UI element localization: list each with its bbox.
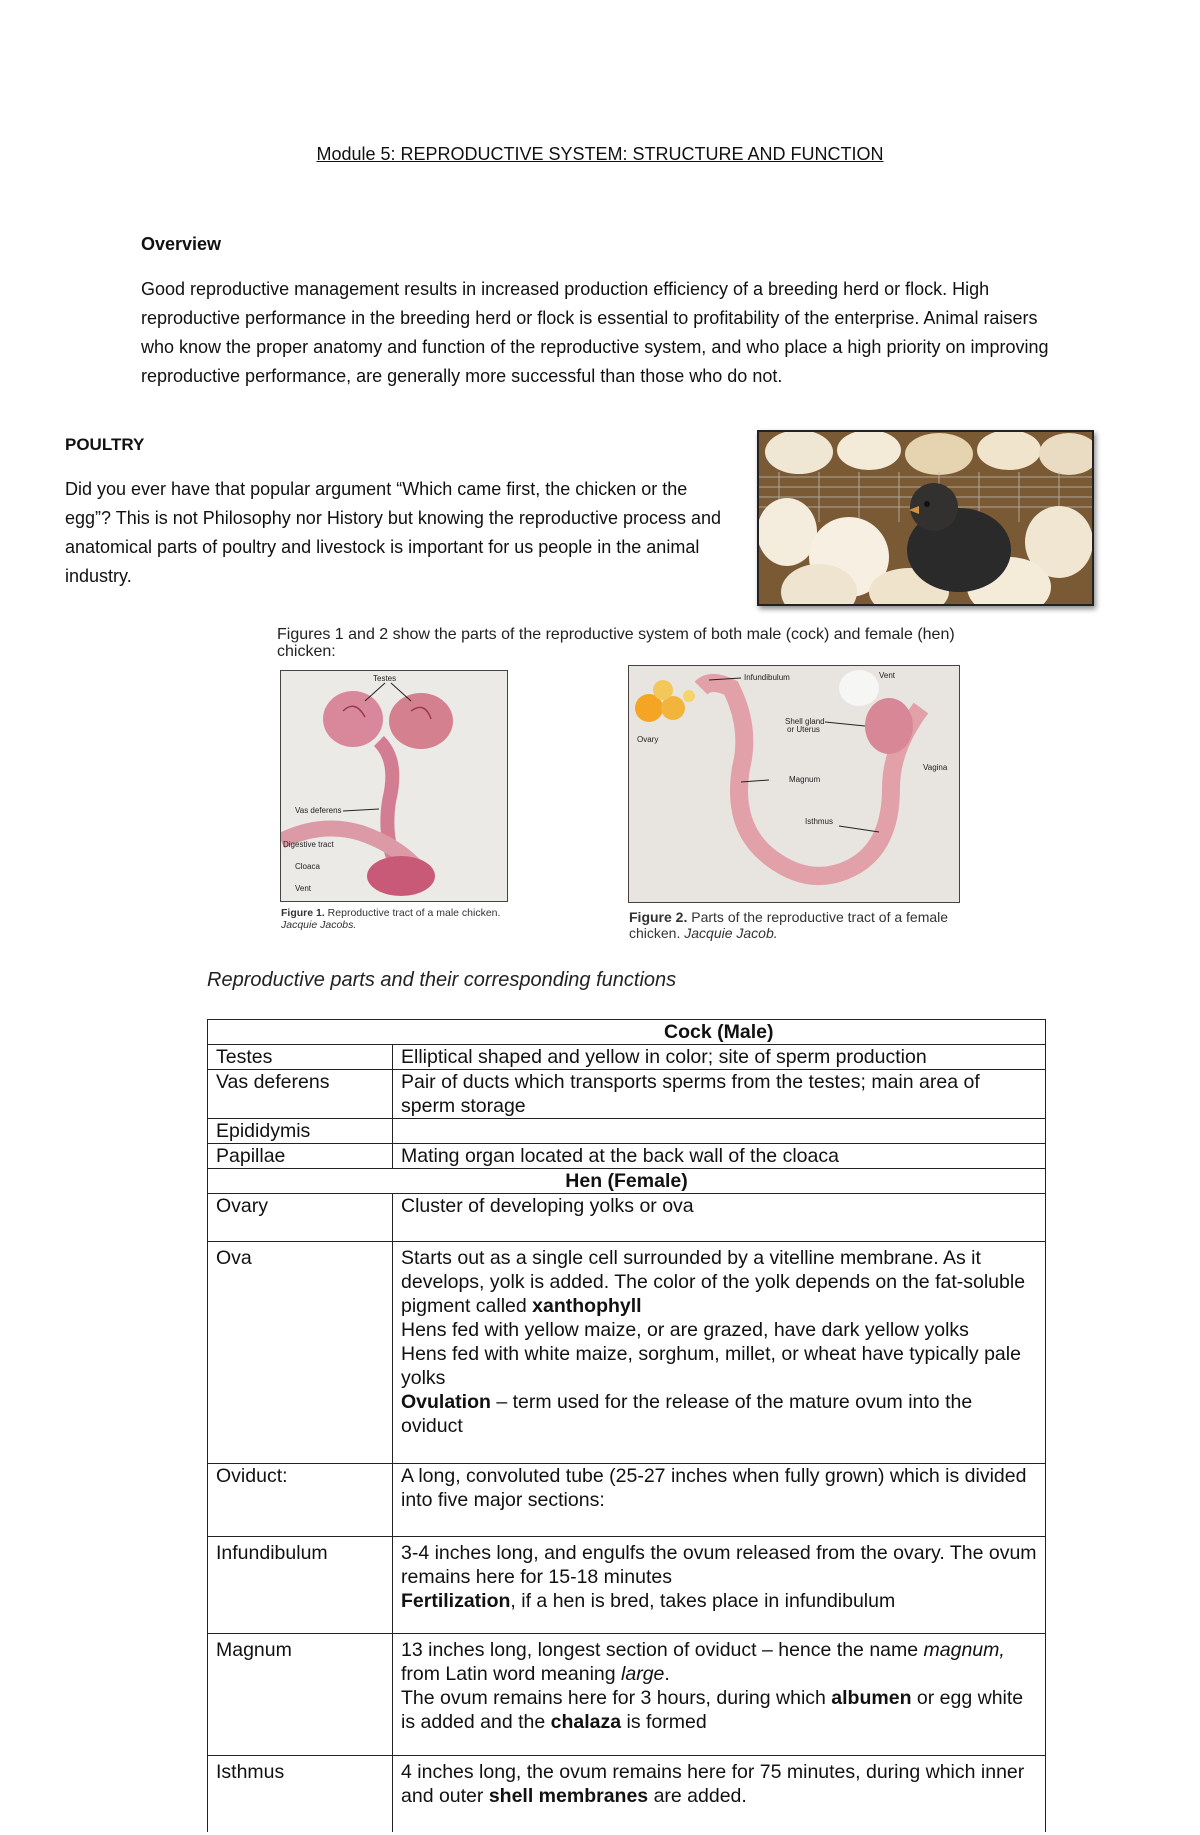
part-function: 4 inches long, the ovum remains here for 75 minutes, during which inner and outer shell membranes are added. [393, 1756, 1046, 1832]
part-name: Papillae [208, 1144, 393, 1169]
part-function: Cluster of developing yolks or ova [393, 1194, 1046, 1242]
male-parts-table [207, 1019, 1046, 1169]
chick-eggs-illustration [759, 432, 1092, 604]
fig1-label-cloaca: Cloaca [295, 862, 320, 871]
fig2-label-uterus: or Uterus [787, 725, 820, 734]
fig2-label-vent: Vent [879, 671, 896, 680]
figures-intro: Figures 1 and 2 show the parts of the reproductive system of both male (cock) and female (hen) chicken: [277, 626, 955, 660]
table-row [208, 1119, 1046, 1144]
table-row [208, 1045, 1046, 1070]
figure-2-female-tract [628, 665, 960, 903]
female-table-header: Hen (Female) [208, 1169, 1046, 1194]
part-function: 13 inches long, longest section of oviduct – hence the name magnum, from Latin word meaning large. The ovum remains here for 3 hours, during which albumen or egg white is added and the chalaza is formed [393, 1634, 1046, 1756]
part-function [393, 1119, 1046, 1144]
part-name: Testes [208, 1045, 393, 1070]
fig1-label-vent: Vent [295, 884, 312, 893]
part-name: Oviduct: [208, 1464, 393, 1537]
male-tract-illustration [281, 671, 507, 901]
page-title: Module 5: REPRODUCTIVE SYSTEM: STRUCTURE AND FUNCTION [316, 144, 884, 164]
fig2-label-ovary: Ovary [637, 735, 659, 744]
part-name: Ova [208, 1242, 393, 1464]
male-table-header: Cock (Male) [393, 1020, 1046, 1045]
part-function: Elliptical shaped and yellow in color; site of sperm production [393, 1045, 1046, 1070]
part-name: Magnum [208, 1634, 393, 1756]
female-parts-table [207, 1168, 1046, 1832]
chick-eggs-photo [757, 430, 1094, 606]
fig2-label-vagina: Vagina [923, 763, 948, 772]
table-row [208, 1634, 1046, 1756]
table-row [208, 1070, 1046, 1119]
fig2-label-isthmus: Isthmus [805, 817, 834, 826]
part-name: Ovary [208, 1194, 393, 1242]
part-name: Vas deferens [208, 1070, 393, 1119]
table-title: Reproductive parts and their corresponding functions [207, 969, 677, 991]
part-function: Pair of ducts which transports sperms from the testes; main area of sperm storage [393, 1070, 1046, 1119]
table-row [208, 1242, 1046, 1464]
fig1-label-digestive-tract: Digestive tract [283, 840, 334, 849]
table-row [208, 1194, 1046, 1242]
part-function: Mating organ located at the back wall of the cloaca [393, 1144, 1046, 1169]
table-row [208, 1144, 1046, 1169]
part-function: A long, convoluted tube (25-27 inches when fully grown) which is divided into five major sections: [393, 1464, 1046, 1537]
figure-1-caption: Figure 1. Reproductive tract of a male chicken. Jacquie Jacobs. [281, 907, 501, 931]
poultry-paragraph: Did you ever have that popular argument “Which came first, the chicken or the egg”? This is not Philosophy nor History but knowing the reproductive process and anatomical parts of poultry and livestock is important for us people in the animal industry. [65, 479, 722, 586]
table-row [208, 1537, 1046, 1634]
female-tract-illustration [629, 666, 959, 902]
table-row [208, 1464, 1046, 1537]
part-name: Infundibulum [208, 1537, 393, 1634]
overview-paragraph: Good reproductive management results in increased production efficiency of a breeding herd or flock. High reproductive performance in the breeding herd or flock is essential to profitability of the enterprise. Animal raisers who know the proper anatomy and function of the reproductive system, and who place a high priority on improving reproductive performance, are generally more successful than those who do not. [141, 279, 1049, 386]
fig1-label-vas-deferens: Vas deferens [295, 806, 342, 815]
part-name: Epididymis [208, 1119, 393, 1144]
fig2-label-magnum: Magnum [789, 775, 821, 784]
figure-1-male-tract [280, 670, 508, 902]
poultry-heading: POULTRY [65, 435, 145, 454]
part-function: Starts out as a single cell surrounded by a vitelline membrane. As it develops, yolk is added. The color of the yolk depends on the fat-soluble pigment called xanthophyll Hens fed with yellow maize, or are grazed, have dark yellow yolks Hens fed with white maize, sorghum, millet, or wheat have typically pale yolks Ovulation – term used for the release of the mature ovum into the oviduct [393, 1242, 1046, 1464]
part-function: 3-4 inches long, and engulfs the ovum released from the ovary. The ovum remains here for 15-18 minutes Fertilization, if a hen is bred, takes place in infundibulum [393, 1537, 1046, 1634]
fig2-label-shell-gland: Shell gland [785, 717, 825, 726]
figure-2-caption: Figure 2. Parts of the reproductive tract of a female chicken. Jacquie Jacob. [629, 909, 949, 941]
part-name: Isthmus [208, 1756, 393, 1832]
overview-heading: Overview [141, 234, 222, 254]
table-row [208, 1756, 1046, 1832]
fig2-label-infundibulum: Infundibulum [744, 673, 790, 682]
fig1-label-testes: Testes [373, 674, 397, 683]
